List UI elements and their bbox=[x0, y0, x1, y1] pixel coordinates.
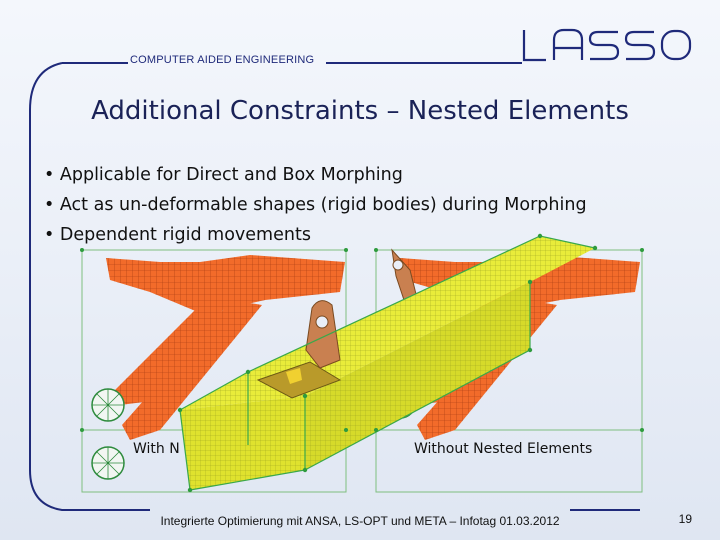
bullet-item: • Act as un-deformable shapes (rigid bodies) during Morphing bbox=[44, 195, 587, 215]
panel-right-label: Without Nested Elements bbox=[414, 441, 593, 457]
bullet-item: • Dependent rigid movements bbox=[44, 225, 311, 245]
bullet-item: • Applicable for Direct and Box Morphing bbox=[44, 165, 403, 185]
header-department: COMPUTER AIDED ENGINEERING bbox=[130, 54, 315, 66]
footer-text: Integrierte Optimierung mit ANSA, LS-OPT und META – Infotag 01.03.2012 bbox=[160, 514, 560, 528]
slide-title: Additional Constraints – Nested Elements bbox=[91, 96, 629, 126]
page-number: 19 bbox=[678, 512, 692, 526]
panel-left-label: With N bbox=[133, 441, 180, 457]
